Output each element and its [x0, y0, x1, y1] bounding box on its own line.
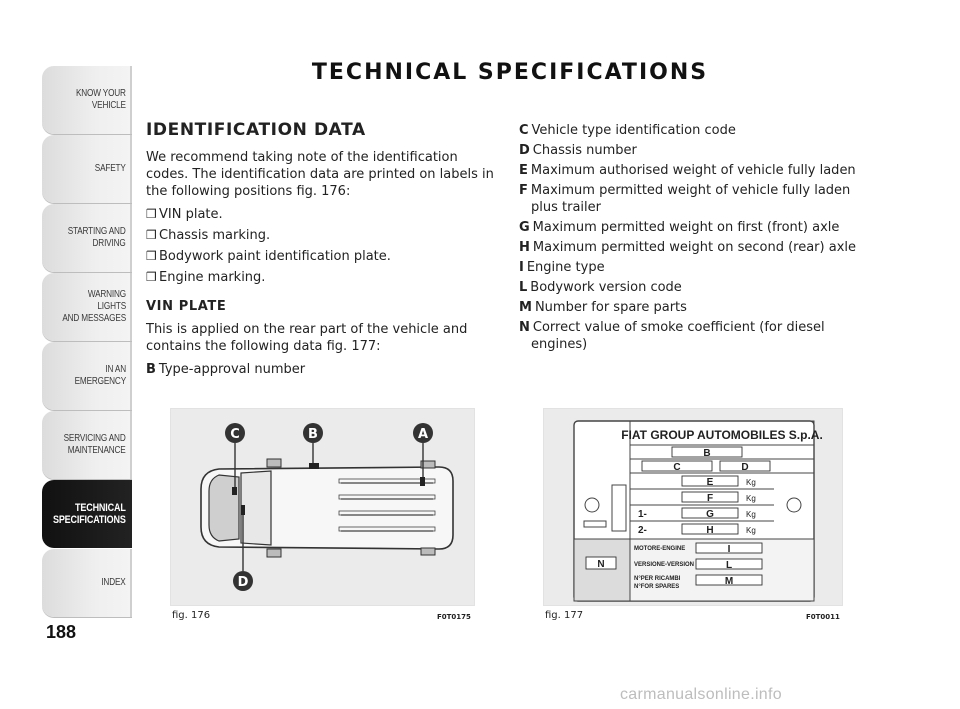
- tab-label: IN AN EMERGENCY: [74, 364, 126, 387]
- van-top-view-illustration: [171, 409, 476, 607]
- code-letter: L: [519, 280, 528, 295]
- figure-176-code: F0T0175: [437, 613, 471, 621]
- callout-c-label: C: [230, 427, 240, 442]
- code-item: [519, 299, 859, 316]
- code-text: Maximum authorised weight of vehicle fully laden: [530, 163, 856, 178]
- bullet-text: Chassis marking.: [159, 228, 271, 243]
- code-text: Number for spare parts: [534, 300, 687, 315]
- plate-field-f: F: [706, 493, 714, 504]
- section-title: IDENTIFICATION DATA: [146, 120, 366, 140]
- watermark: carmanualsonline.info: [620, 686, 782, 703]
- tab-label: WARNING LIGHTS AND MESSAGES: [62, 289, 126, 324]
- bullet-item: [146, 227, 496, 244]
- checkbox-bullet-icon: ❒: [146, 207, 157, 221]
- code-letter: D: [519, 143, 530, 158]
- chapter-title: TECHNICAL SPECIFICATIONS: [311, 60, 709, 85]
- plate-axle-1: 1-: [638, 509, 647, 520]
- tab-label: SAFETY: [95, 163, 126, 174]
- code-letter: G: [519, 220, 530, 235]
- code-text: Vehicle type identification code: [531, 123, 736, 138]
- code-text: Chassis number: [532, 143, 637, 158]
- code-text: Type-approval number: [158, 362, 306, 377]
- right-column: [519, 122, 859, 356]
- tab-label: TECHNICAL SPECIFICATIONS: [53, 502, 126, 526]
- figure-vin-plate: [543, 408, 843, 606]
- code-text: Correct value of smoke coefficient (for diesel engines): [531, 320, 825, 352]
- bullet-item: [146, 248, 496, 265]
- plate-spares-label-1: N°PER RICAMBI: [634, 576, 681, 582]
- plate-title: FIAT GROUP AUTOMOBILES S.p.A.: [621, 428, 823, 442]
- figure-177-caption: fig. 177: [545, 610, 584, 621]
- plate-kg-g: Kg: [746, 510, 756, 519]
- callout-a-label: A: [417, 427, 429, 442]
- vin-paragraph: This is applied on the rear part of the vehicle and contains the following data fig. 177:: [146, 322, 468, 354]
- plate-field-b: B: [703, 448, 711, 459]
- tab-warning-lights[interactable]: [42, 273, 132, 341]
- tab-starting-and-driving[interactable]: [42, 204, 132, 272]
- left-column: [146, 122, 496, 381]
- tab-in-an-emergency[interactable]: [42, 342, 132, 410]
- callout-b-label: B: [308, 427, 318, 442]
- code-letter: E: [519, 163, 528, 178]
- plate-field-c: C: [673, 462, 681, 473]
- code-item: [146, 361, 496, 378]
- bullet-item: [146, 269, 496, 286]
- plate-engine-label: MOTORE-ENGINE: [634, 546, 686, 552]
- bullet-text: VIN plate.: [159, 207, 223, 222]
- plate-field-g: G: [706, 509, 714, 520]
- bullet-text: Bodywork paint identification plate.: [159, 249, 391, 264]
- code-letter: M: [519, 300, 532, 315]
- page-number: 188: [46, 622, 77, 642]
- code-item: [519, 122, 859, 139]
- plate-field-i: I: [727, 544, 731, 555]
- bullet-item: [146, 206, 496, 223]
- code-item: [519, 279, 859, 296]
- callout-d-label: D: [237, 575, 249, 590]
- tab-label: SERVICING AND MAINTENANCE: [64, 433, 126, 456]
- tab-technical-specifications[interactable]: [42, 480, 132, 548]
- code-text: Bodywork version code: [530, 280, 682, 295]
- plate-field-l: L: [725, 560, 733, 571]
- code-item: [519, 219, 859, 236]
- bullet-text: Engine marking.: [159, 270, 266, 285]
- plate-kg-f: Kg: [746, 494, 756, 503]
- tab-label: KNOW YOUR VEHICLE: [76, 88, 126, 111]
- code-item: [519, 142, 859, 159]
- vin-plate-title: VIN PLATE: [146, 299, 227, 314]
- code-item: [519, 162, 859, 179]
- code-item: [519, 319, 859, 353]
- code-letter: N: [519, 320, 530, 335]
- code-letter: F: [519, 183, 528, 198]
- code-item: [519, 259, 859, 276]
- tab-label: STARTING AND DRIVING: [68, 226, 126, 249]
- code-text: Maximum permitted weight on first (front) axle: [532, 220, 840, 235]
- plate-spares-label-2: N°FOR SPARES: [634, 584, 680, 590]
- code-letter: B: [146, 362, 156, 377]
- tab-safety[interactable]: [42, 135, 132, 203]
- tab-label: INDEX: [101, 577, 126, 588]
- vin-plate-illustration: [544, 409, 844, 607]
- plate-field-n: N: [597, 559, 605, 570]
- code-text: Maximum permitted weight on second (rear) axle: [532, 240, 856, 255]
- code-letter: H: [519, 240, 530, 255]
- code-letter: I: [519, 260, 524, 275]
- checkbox-bullet-icon: ❒: [146, 249, 157, 263]
- figure-176-caption: fig. 176: [172, 610, 211, 621]
- figure-177-code: F0T0011: [806, 613, 840, 621]
- plate-field-d: D: [741, 462, 749, 473]
- plate-kg-e: Kg: [746, 478, 756, 487]
- plate-field-m: M: [724, 576, 734, 587]
- code-item: [519, 239, 859, 256]
- code-text: Maximum permitted weight of vehicle fully laden plus trailer: [530, 183, 851, 215]
- figure-vehicle-top-view: [170, 408, 475, 606]
- chapter-tabs: [42, 66, 132, 618]
- code-item: [519, 182, 859, 216]
- plate-kg-h: Kg: [746, 526, 756, 535]
- tab-servicing-and-maintenance[interactable]: [42, 411, 132, 479]
- tab-index[interactable]: [42, 549, 132, 617]
- plate-field-e: E: [706, 477, 714, 488]
- plate-field-h: H: [706, 525, 714, 536]
- tab-know-your-vehicle[interactable]: [42, 66, 132, 134]
- code-text: Engine type: [526, 260, 605, 275]
- code-letter: C: [519, 123, 529, 138]
- checkbox-bullet-icon: ❒: [146, 228, 157, 242]
- intro-paragraph: We recommend taking note of the identification codes. The identification data are printed on labels in the following positions fig. 176:: [146, 150, 494, 199]
- checkbox-bullet-icon: ❒: [146, 270, 157, 284]
- plate-version-label: VERSIONE-VERSION: [634, 562, 695, 568]
- plate-axle-2: 2-: [638, 525, 647, 536]
